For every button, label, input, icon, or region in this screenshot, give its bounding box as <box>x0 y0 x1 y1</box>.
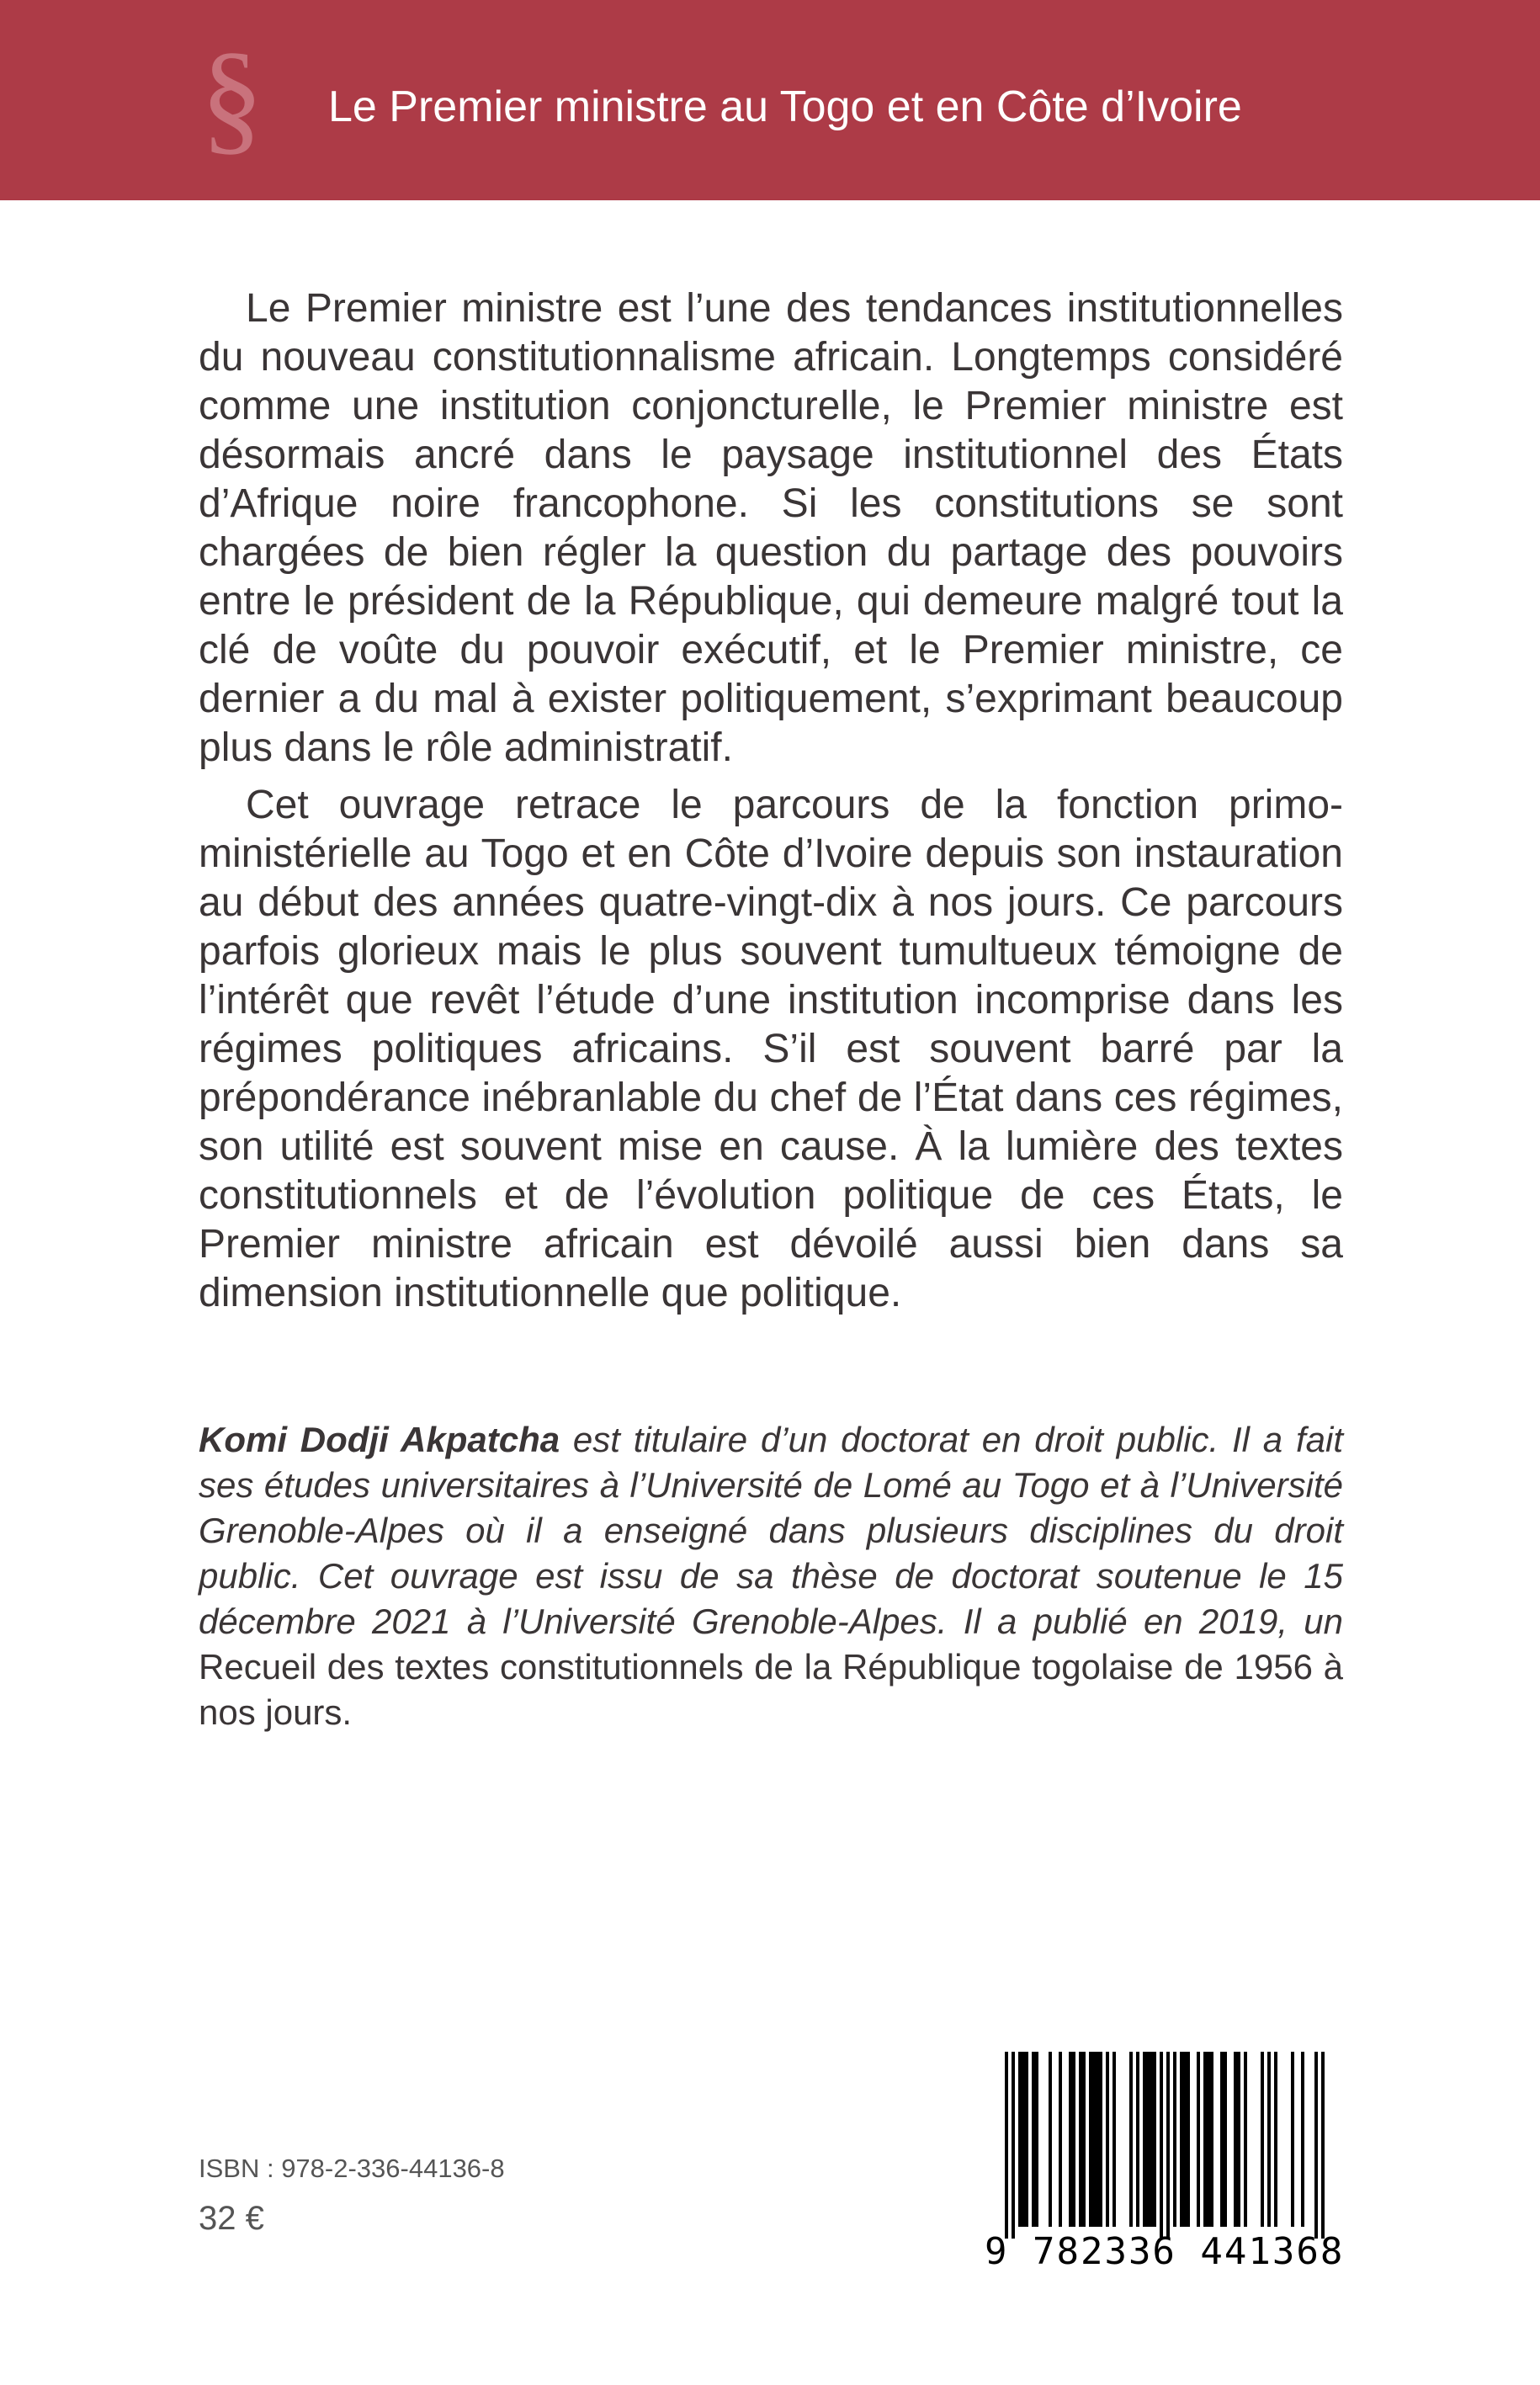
barcode-bar <box>1059 2052 1062 2227</box>
barcode-bars-icon <box>985 2048 1338 2242</box>
barcode-bar <box>1197 2052 1200 2227</box>
barcode-bar <box>1183 2052 1187 2227</box>
author-name: Komi Dodji Akpatcha <box>199 1420 560 1459</box>
barcode-bar <box>1234 2052 1237 2227</box>
barcode-bar <box>1022 2052 1025 2227</box>
barcode-bar <box>1160 2052 1163 2239</box>
barcode-bar <box>1203 2052 1207 2227</box>
summary-paragraph-2: Cet ouvrage retrace le parcours de la fonction primo-ministérielle au Togo et en Côte d’Ivoire depuis son instauration au début des années quatre-vingt-dix à nos jours. Ce parcours parfois glorieux mais le plus souvent tumultueux témoigne de l’intérêt que revêt l’étude d’une institution incomprise dans les régimes politiques africains. S’il est souvent barré par la prépondérance inébranlable du chef de l’État dans ces régimes, son utilité est souvent mise en cause. À la lumière des textes constitutionnels et de l’évolution politique de ces États, le Premier ministre africain est dévoilé aussi bien dans sa dimension institutionnelle que politique. <box>199 783 1343 1315</box>
barcode-bar <box>1321 2052 1325 2239</box>
barcode-bar <box>1314 2052 1318 2239</box>
barcode-number: 9 782336 441368 <box>985 2230 1345 2273</box>
barcode-bar <box>1267 2052 1271 2227</box>
barcode-bar <box>1244 2052 1247 2227</box>
barcode-bar <box>1113 2052 1116 2227</box>
section-sign-icon: § <box>200 27 263 167</box>
price: 32 € <box>199 2200 264 2237</box>
barcode-bar <box>1106 2052 1109 2227</box>
barcode-bar <box>1220 2052 1224 2227</box>
barcode-bar <box>1210 2052 1213 2227</box>
barcode-bar <box>1136 2052 1139 2227</box>
barcode-bar <box>1166 2052 1170 2239</box>
barcode-bar <box>1018 2052 1022 2227</box>
bio-text: est titulaire d’un doctorat en droit public. Il a fait ses études universitaires à l’Université de Lomé au Togo et à l’Université Grenoble-Alpes où il a enseigné dans plusieurs disciplines du droit public. Cet ouvrage est issu de sa thèse de doctorat soutenue le 15 décembre 2021 à l’Université Grenoble-Alpes. Il a publié en 2019, un <box>199 1420 1343 1641</box>
barcode-bar <box>1072 2052 1075 2227</box>
barcode-bar <box>1173 2052 1176 2227</box>
barcode-bar <box>1207 2052 1210 2227</box>
barcode-bar <box>1035 2052 1038 2227</box>
barcode-bar <box>1146 2052 1150 2227</box>
barcode-bar <box>1099 2052 1102 2227</box>
barcode-bar <box>1032 2052 1035 2227</box>
barcode-bar <box>1187 2052 1190 2227</box>
barcode-bar <box>1150 2052 1153 2227</box>
barcode-bar <box>1092 2052 1096 2227</box>
barcode-bar <box>1224 2052 1227 2227</box>
isbn: ISBN : 978-2-336-44136-8 <box>199 2154 505 2183</box>
barcode-bar <box>1079 2052 1082 2227</box>
author-bio <box>199 1417 1343 1735</box>
barcode-bar <box>1143 2052 1146 2227</box>
summary-text <box>199 284 1343 1326</box>
barcode-bar <box>1237 2052 1240 2227</box>
barcode-bar <box>1005 2052 1008 2239</box>
summary-paragraph-1: Le Premier ministre est l’une des tendances institutionnelles du nouveau constitutionnalisme africain. Longtemps considéré comme une institution conjoncturelle, le Premier ministre est désormais ancré dans le paysage institutionnel des États d’Afrique noire francophone. Si les constitutions se sont chargées de bien régler la question du partage des pouvoirs entre le président de la République, qui demeure malgré tout la clé de voûte du pouvoir exécutif, et le Premier ministre, ce dernier a du mal à exister politiquement, s’exprimant beaucoup plus dans le rôle administratif. <box>199 286 1343 770</box>
barcode-bar <box>1153 2052 1156 2227</box>
header-band <box>0 0 1540 200</box>
barcode-bar <box>1129 2052 1133 2227</box>
barcode-bar <box>1180 2052 1183 2227</box>
barcode <box>985 2048 1345 2276</box>
barcode-bar <box>1301 2052 1304 2227</box>
barcode-bar <box>1274 2052 1277 2227</box>
barcode-bar <box>1261 2052 1264 2227</box>
barcode-bar <box>1096 2052 1099 2227</box>
barcode-bar <box>1291 2052 1294 2227</box>
barcode-bar <box>1082 2052 1086 2227</box>
barcode-bar <box>1012 2052 1015 2239</box>
barcode-bar <box>1069 2052 1072 2227</box>
barcode-bar <box>1025 2052 1028 2227</box>
bio-book-title: Recueil des textes constitutionnels de la République togolaise de 1956 à nos jours. <box>199 1647 1343 1732</box>
barcode-bar <box>1089 2052 1092 2227</box>
barcode-bar <box>1049 2052 1052 2227</box>
series-title: Le Premier ministre au Togo et en Côte d’Ivoire <box>328 82 1242 131</box>
